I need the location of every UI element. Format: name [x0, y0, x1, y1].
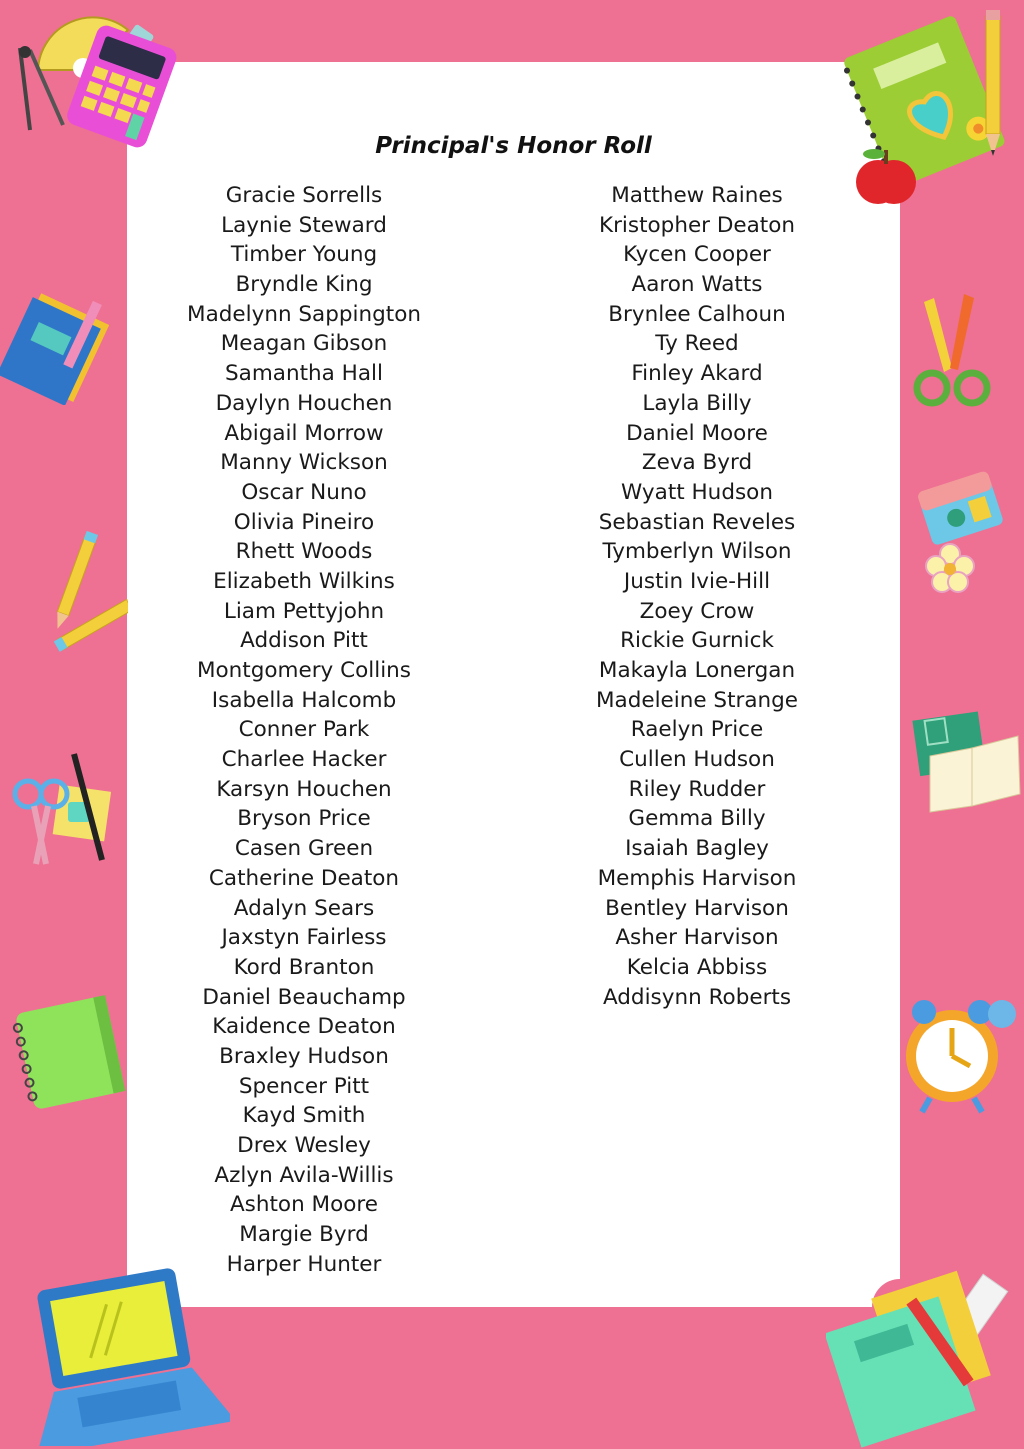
spiral-notebook-icon	[6, 990, 131, 1115]
honor-roll-name: Cullen Hudson	[619, 747, 775, 773]
honor-roll-name: Riley Rudder	[628, 776, 766, 802]
honor-roll-name: Ashton Moore	[229, 1192, 379, 1218]
honor-roll-name: Timber Young	[230, 242, 378, 268]
page-title: Principal's Honor Roll	[375, 133, 652, 159]
honor-roll-name: Raelyn Price	[630, 717, 764, 743]
honor-roll-name: Memphis Harvison	[597, 865, 797, 891]
honor-roll-name: Zoey Crow	[639, 598, 755, 624]
honor-roll-name: Addison Pitt	[240, 628, 368, 654]
honor-roll-name: Kayd Smith	[242, 1103, 366, 1129]
honor-roll-name: Liam Pettyjohn	[223, 598, 385, 624]
honor-roll-name: Spencer Pitt	[238, 1073, 370, 1099]
books-stack-icon	[0, 290, 115, 405]
laptop-icon	[30, 1256, 230, 1446]
honor-roll-name: Isaiah Bagley	[625, 836, 769, 862]
names-list-right	[577, 181, 817, 1012]
honor-roll-name: Manny Wickson	[220, 450, 388, 476]
honor-roll-name: Bryson Price	[237, 806, 371, 832]
honor-roll-name: Bryndle King	[235, 272, 373, 298]
honor-roll-name: Rickie Gurnick	[620, 628, 774, 654]
honor-roll-name: Tymberlyn Wilson	[602, 539, 792, 565]
honor-roll-name: Bentley Harvison	[605, 895, 789, 921]
honor-roll-name: Layla Billy	[642, 390, 752, 416]
honor-roll-name: Casen Green	[234, 836, 374, 862]
honor-roll-name: Daniel Beauchamp	[202, 984, 406, 1010]
apple-icon	[852, 144, 922, 210]
notebook-ruler-icon	[826, 1252, 1024, 1449]
honor-roll-name: Zeva Byrd	[641, 450, 753, 476]
alarm-clock-icon	[902, 974, 1024, 1122]
honor-roll-name: Elizabeth Wilkins	[213, 568, 395, 594]
honor-roll-name: Brynlee Calhoun	[608, 301, 786, 327]
names-list-left	[184, 181, 424, 1279]
honor-roll-name: Gemma Billy	[628, 806, 766, 832]
honor-roll-name: Makayla Lonergan	[598, 658, 796, 683]
honor-roll-name: Rhett Woods	[235, 539, 373, 565]
honor-roll-name: Finley Akard	[631, 361, 763, 387]
honor-roll-name: Charlee Hacker	[221, 747, 387, 773]
pencil-pair-icon	[36, 528, 128, 668]
honor-roll-name: Braxley Hudson	[219, 1043, 389, 1069]
honor-roll-name: Addisynn Roberts	[602, 984, 792, 1010]
honor-roll-name: Oscar Nuno	[241, 479, 367, 505]
honor-roll-name: Gracie Sorrells	[225, 183, 383, 208]
flower-icon	[920, 540, 980, 598]
honor-roll-name: Aaron Watts	[631, 272, 763, 298]
honor-roll-name: Margie Byrd	[239, 1222, 369, 1248]
honor-roll-name: Conner Park	[238, 717, 370, 743]
honor-roll-name: Montgomery Collins	[196, 658, 412, 683]
honor-roll-name: Abigail Morrow	[224, 420, 384, 446]
honor-roll-name: Kelcia Abbiss	[626, 954, 768, 980]
honor-roll-name: Drex Wesley	[237, 1133, 371, 1158]
honor-roll-name: Azlyn Avila-Willis	[214, 1162, 394, 1188]
honor-roll-name: Meagan Gibson	[220, 331, 388, 357]
honor-roll-name: Kycen Cooper	[623, 242, 771, 268]
honor-roll-name: Madeleine Strange	[595, 687, 799, 713]
honor-roll-name: Isabella Halcomb	[211, 687, 397, 713]
honor-roll-name: Laynie Steward	[221, 212, 387, 238]
honor-roll-name: Olivia Pineiro	[233, 509, 375, 535]
calculator-icon	[62, 24, 182, 149]
honor-roll-name: Kaidence Deaton	[212, 1014, 396, 1040]
honor-roll-name: Samantha Hall	[225, 361, 383, 387]
honor-roll-name: Jaxstyn Fairless	[221, 925, 387, 951]
honor-roll-name: Catherine Deaton	[208, 865, 400, 891]
sharpener-icon	[914, 470, 1009, 550]
honor-roll-name: Karsyn Houchen	[216, 776, 392, 802]
honor-roll-name: Ty Reed	[655, 331, 739, 357]
open-book-icon	[908, 706, 1024, 814]
honor-roll-name: Justin Ivie-Hill	[623, 568, 771, 594]
scissors-icon	[904, 290, 994, 415]
honor-roll-name: Kord Branton	[233, 954, 375, 980]
honor-roll-name: Adalyn Sears	[233, 895, 375, 921]
honor-roll-name: Matthew Raines	[611, 183, 783, 208]
honor-roll-name: Daylyn Houchen	[215, 390, 393, 416]
supplies-icon	[6, 752, 116, 872]
honor-roll-name: Harper Hunter	[226, 1251, 382, 1277]
honor-roll-name: Wyatt Hudson	[621, 479, 773, 505]
honor-roll-name: Madelynn Sappington	[187, 301, 421, 327]
honor-roll-name: Kristopher Deaton	[598, 212, 796, 238]
honor-roll-name: Daniel Moore	[626, 420, 768, 446]
pencil-icon	[976, 6, 1012, 164]
honor-roll-name: Sebastian Reveles	[598, 509, 796, 535]
honor-roll-name: Asher Harvison	[615, 925, 779, 951]
